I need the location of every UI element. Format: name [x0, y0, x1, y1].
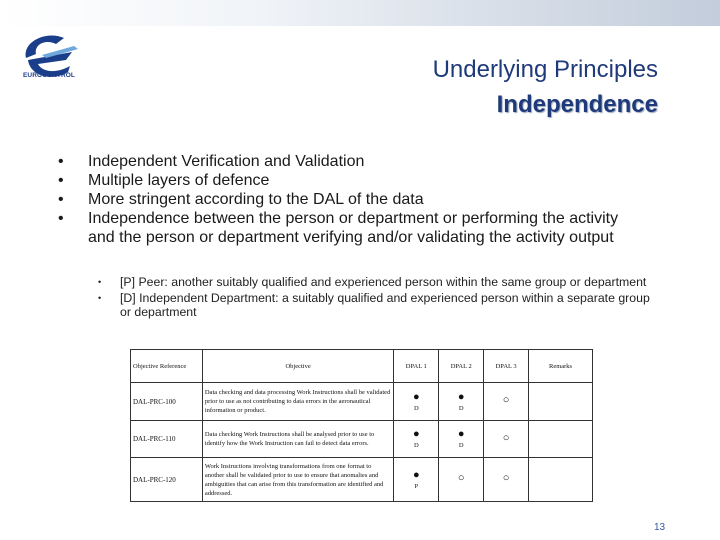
filled-circle-icon: ●: [412, 428, 420, 440]
main-bullet-list: [58, 152, 648, 247]
dpal-1-cell: [394, 383, 439, 421]
bullet-item: [58, 152, 648, 171]
bullet-text: Multiple layers of defence: [88, 172, 270, 189]
independence-letter: D: [413, 442, 419, 449]
dpal-2-cell: [439, 421, 484, 458]
objective-reference: DAL-PRC-110: [131, 421, 203, 458]
bullet-item: [58, 190, 648, 209]
objective-text: Work Instructions involving transformations from one format to another shall be validated prior to use to ensure that anomalies and ambiguities that can arise from this transformation are identified and addressed.: [202, 458, 394, 502]
open-circle-icon: ○: [457, 472, 465, 484]
bullet-text: More stringent according to the DAL of the data: [88, 191, 424, 208]
objective-reference: DAL-PRC-120: [131, 458, 203, 502]
open-circle-icon: ○: [502, 431, 510, 444]
remarks-cell: [529, 383, 593, 421]
sub-bullet-text: [D] Independent Department: a suitably qualified and experienced person within a separate group or department: [120, 290, 650, 319]
dpal-3-cell: [484, 383, 529, 421]
header-remarks: Remarks: [529, 350, 593, 383]
header-dpal-2: DPAL 2: [439, 350, 484, 383]
independence-letter: P: [414, 482, 419, 490]
sub-bullet-marker: •: [98, 277, 102, 287]
header-dpal-3: DPAL 3: [484, 350, 529, 383]
objective-text: Data checking Work Instructions shall be analysed prior to use to identify how the Work Instruction can fail to detect data errors.: [202, 421, 394, 458]
open-circle-icon: ○: [502, 394, 510, 406]
table-row: [131, 421, 593, 458]
logo-text: EUROCONTROL: [22, 72, 75, 79]
remarks-cell: [529, 421, 593, 458]
page-number: 13: [654, 522, 666, 533]
objectives-table: [130, 349, 593, 502]
filled-circle-icon: ●: [412, 468, 420, 481]
sub-bullet-marker: •: [98, 292, 102, 303]
bullet-text: Independent Verification and Validation: [88, 153, 365, 170]
filled-circle-icon: ●: [457, 428, 465, 440]
header-dpal-1: DPAL 1: [394, 350, 439, 383]
dpal-2-cell: [439, 383, 484, 421]
header-objective: Objective: [202, 350, 394, 383]
sub-bullet-list: [98, 276, 658, 321]
sub-bullet-text: [P] Peer: another suitably qualified and experienced person within the same group or department: [120, 275, 647, 289]
dpal-2-cell: [439, 458, 484, 502]
sub-bullet-item: [98, 292, 658, 320]
objective-text: Data checking and data processing Work Instructions shall be validated prior to use as not contributing to data errors in the aeronautical information or product.: [202, 383, 394, 421]
bullet-text: Independence between the person or department or performing the activity and the person or department verifying and/or validating the activity output: [88, 210, 619, 246]
sub-bullet-item: [98, 276, 658, 290]
open-circle-icon: ○: [502, 472, 510, 484]
slide-title: Underlying Principles: [432, 56, 658, 83]
header-objective-reference: Objective Reference: [131, 350, 203, 383]
bullet-marker: •: [58, 191, 64, 208]
bullet-marker: •: [58, 210, 64, 227]
remarks-cell: [529, 458, 593, 502]
table-row: [131, 458, 593, 502]
filled-circle-icon: ●: [412, 390, 420, 403]
dpal-3-cell: [484, 458, 529, 502]
bullet-item: [58, 209, 648, 247]
bullet-item: [58, 171, 648, 190]
independence-letter: D: [458, 404, 464, 412]
dpal-1-cell: [394, 421, 439, 458]
independence-letter: D: [413, 404, 419, 412]
header-gradient-bar: [0, 0, 720, 26]
dpal-3-cell: [484, 421, 529, 458]
table-row: [131, 383, 593, 421]
dpal-1-cell: [394, 458, 439, 502]
bullet-marker: •: [58, 153, 64, 170]
filled-circle-icon: ●: [457, 390, 465, 403]
table-header-row: [131, 350, 593, 383]
slide-subtitle: Independence: [496, 91, 658, 118]
objective-reference: DAL-PRC-100: [131, 383, 203, 421]
bullet-marker: •: [58, 172, 64, 189]
independence-letter: D: [458, 442, 464, 449]
